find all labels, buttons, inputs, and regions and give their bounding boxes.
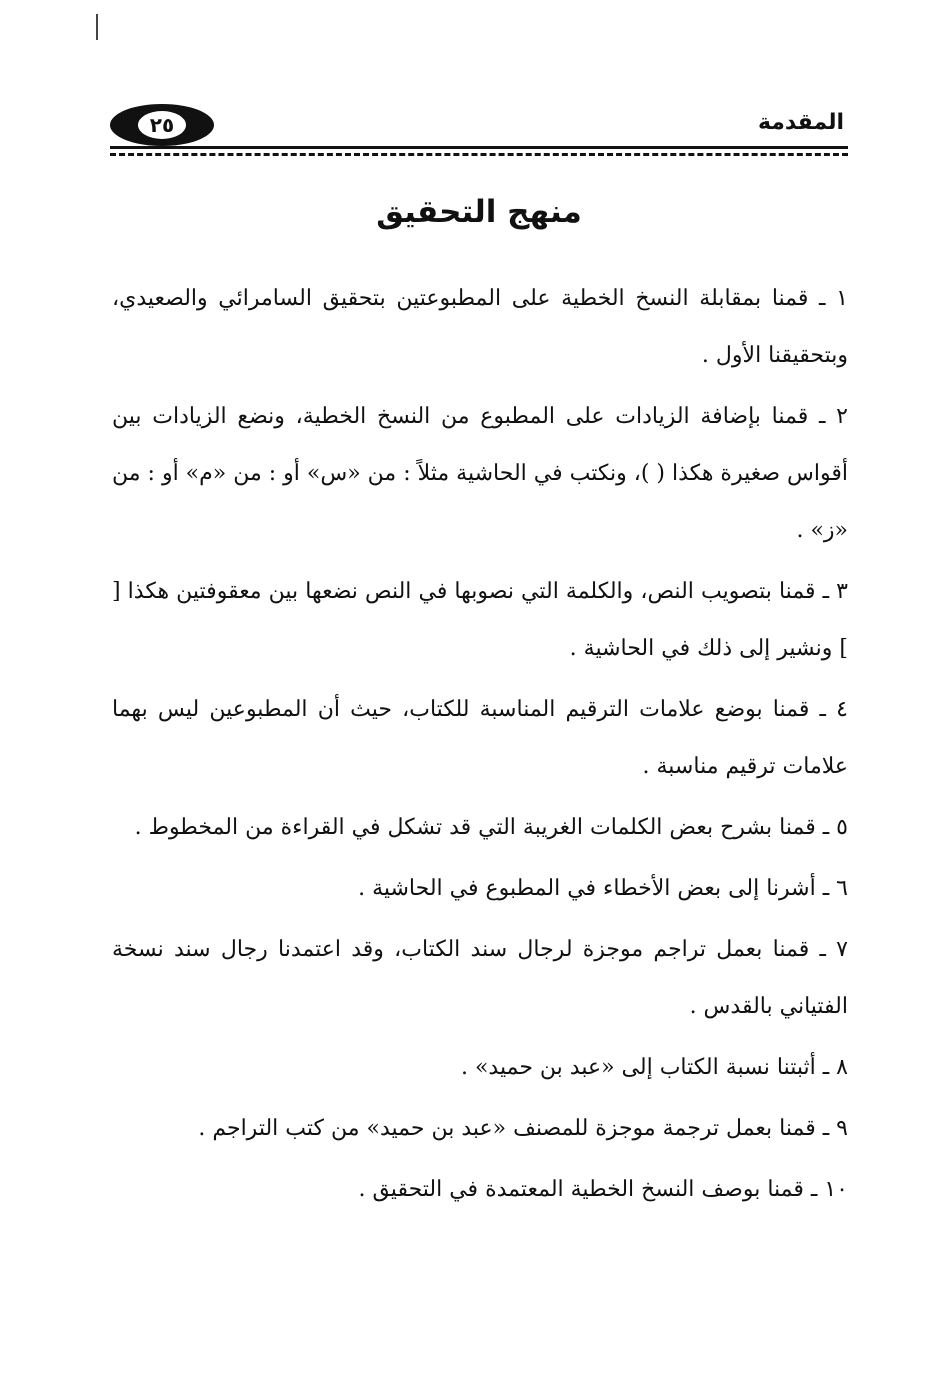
page-number: ٢٥: [138, 111, 186, 139]
list-item: ٥ ـ قمنا بشرح بعض الكلمات الغريبة التي قد تشكل في القراءة من المخطوط .: [134, 815, 848, 840]
list-item: ٧ ـ قمنا بعمل تراجم موجزة لرجال سند الكتاب، وقد اعتمدنا رجال سند نسخة الفتياني بالقدس .: [112, 937, 848, 1019]
margin-mark: [96, 14, 98, 40]
list-item: ٤ ـ قمنا بوضع علامات الترقيم المناسبة للكتاب، حيث أن المطبوعين ليس بهما علامات ترقيم مناسبة .: [112, 697, 848, 779]
list-item: ٩ ـ قمنا بعمل ترجمة موجزة للمصنف «عبد بن حميد» من كتب التراجم .: [198, 1116, 848, 1141]
section-title: منهج التحقيق: [376, 194, 582, 230]
running-title: المقدمة: [757, 110, 844, 135]
page-header: [110, 96, 848, 166]
list-item: ٨ ـ أثبتنا نسبة الكتاب إلى «عبد بن حميد» .: [460, 1055, 848, 1080]
list-item: ٦ ـ أشرنا إلى بعض الأخطاء في المطبوع في الحاشية .: [358, 876, 848, 901]
methodology-list: [112, 270, 848, 1222]
page-number-badge: [110, 104, 214, 146]
header-rule-dashed: [110, 153, 848, 156]
list-item: ١٠ ـ قمنا بوصف النسخ الخطية المعتمدة في التحقيق .: [358, 1177, 848, 1202]
list-item: ٢ ـ قمنا بإضافة الزيادات على المطبوع من النسخ الخطية، ونضع الزيادات بين أقواس صغيرة هكذا ( )، ونكتب في الحاشية مثلاً : من «س» أو : من «م» أو : من «ز» .: [112, 404, 848, 543]
list-item: ١ ـ قمنا بمقابلة النسخ الخطية على المطبوعتين بتحقيق السامرائي والصعيدي، وبتحقيقنا الأول .: [112, 286, 848, 368]
list-item: ٣ ـ قمنا بتصويب النص، والكلمة التي نصوبها في النص نضعها بين معقوفتين هكذا [ ] ونشير إلى ذلك في الحاشية .: [112, 579, 848, 661]
header-rule-solid: [110, 146, 848, 149]
